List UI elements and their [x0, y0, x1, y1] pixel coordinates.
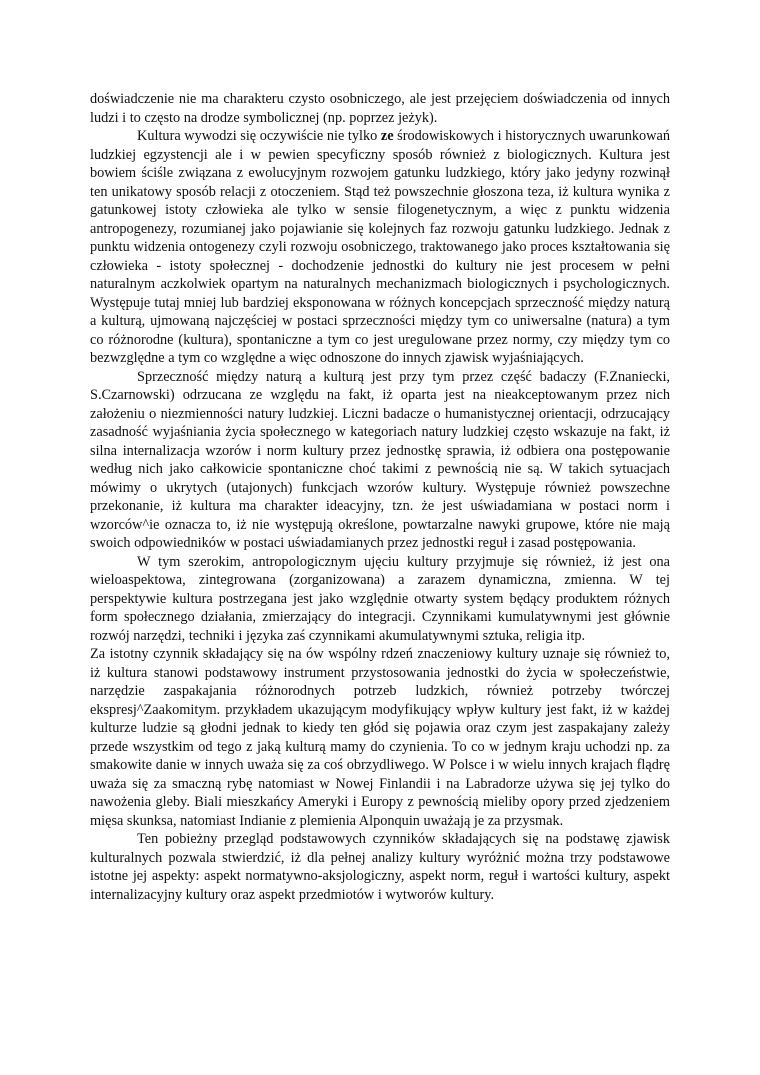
document-page [90, 90, 670, 904]
paragraph-text: Kultura wywodzi się oczywiście nie tylko [137, 128, 381, 144]
paragraph: Sprzeczność między naturą a kulturą jest przy tym przez część badaczy (F.Znaniecki, S.Czarnowski) odrzucana ze względu na fakt, iż oparta jest na nieakceptowanym przez nich założeniu o niezmienności natury ludzkiej. Liczni badacze o humanistycznej orientacji, odrzucający zasadność wyjaśniania życia społecznego w kategoriach natury ludzkiej często wskazuje na fakt, iż silna internalizacja wzorów i norm kultury przez jednostkę sprawia, iż odbiera ona postępowanie według nich jako całkowicie spontaniczne choć takimi z pewnością nie są. W takich sytuacjach mówimy o ukrytych (utajonych) funkcjach wzorów kultury. Występuje również powszechne przekonanie, iż kultura ma charakter ideacyjny, tzn. że jest uświadamiana w postaci norm i wzorców^ie oznacza to, iż nie występują określone, powtarzalne nawyki grupowe, które nie mają swoich odpowiedników w postaci uświadamianych przez jednostki reguł i zasad postępowania. [90, 368, 670, 551]
paragraph: W tym szerokim, antropologicznym ujęciu kultury przyjmuje się również, iż jest ona wieloaspektowa, zintegrowana (zorganizowana) a zarazem dynamiczna, zmienna. W tej perspektywie kultura postrzegana jest jako względnie otwarty system będący produktem różnych form społecznego działania, zmierzający do integracji. Czynnikami kumulatywnymi jest głównie rozwój narzędzi, techniki i języka zaś czynnikami akumulatywnymi sztuka, religia itp. [90, 553, 670, 644]
paragraph: doświadczenie nie ma charakteru czysto osobniczego, ale jest przejęciem doświadczenia od innych ludzi i to często na drodze symbolicznej (np. poprzez jeżyk). [90, 91, 670, 126]
bold-word: ze [380, 128, 394, 144]
paragraph [90, 127, 670, 368]
paragraph: Ten pobieżny przegląd podstawowych czynników składających się na podstawę zjawisk kulturalnych pozwala stwierdzić, iż dla pełnej analizy kultury wyróżnić można trzy podstawowe istotne jej aspekty: aspekt normatywno-aksjologiczny, aspekt norm, reguł i wartości kultury, aspekt internalizacyjny kultury oraz aspekt przedmiotów i wytworów kultury. [90, 831, 670, 903]
paragraph: Za istotny czynnik składający się na ów wspólny rdzeń znaczeniowy kultury uznaje się również to, iż kultura stanowi podstawowy instrument przystosowania jednostki do życia w społeczeństwie, narzędzie zaspakajania różnorodnych potrzeb ludzkich, również potrzeby twórczej ekspresj^Zaakomitym. przykładem ukazującym modyfikujący wpływ kultury jest fakt, iż w każdej kulturze ludzie są głodni jednak to kiedy ten głód się pojawia oraz czym jest zaspakajany zależy przede wszystkim od tego z jaką kulturą mamy do czynienia. To co w jednym kraju uchodzi np. za smakowite danie w innych uważa się za coś obrzydliwego. W Polsce i w wielu innych krajach flądrę uważa się za smaczną rybę natomiast w Nowej Finlandii i na Labradorze używa się jej tylko do nawożenia gleby. Biali mieszkańcy Ameryki i Europy z pewnością mieliby opory przed zjedzeniem mięsa skunksa, natomiast Indianie z plemienia Alponquin uważają je za przysmak. [90, 646, 670, 829]
paragraph-text: środowiskowych i historycznych uwarunkowań ludzkiej egzystencji ale i w pewien specyficzny sposób również z biologicznych. Kultura jest bowiem ściśle związana z ewolucyjnym rozwojem gatunku ludzkiego, który jako jedyny rozwinął ten unikatowy sposób relacji z otoczeniem. Stąd też powszechnie głoszona teza, iż kultura wynika z gatunkowej istoty człowieka ale tylko w sensie filogenetycznym, a więc z punktu widzenia antropogenezy, rozumianej jako pojawianie się kolejnych faz rozwoju gatunku ludzkiego. Jednak z punktu widzenia ontogenezy czyli rozwoju osobniczego, traktowanego jako proces kształtowania się człowieka - istoty społecznej - dochodzenie jednostki do kultury nie jest procesem w pełni naturalnym aczkolwiek opartym na naturalnych mechanizmach biologicznych i psychologicznych. Występuje tutaj mniej lub bardziej eksponowana w różnych koncepcjach sprzeczność między naturą a kulturą, ujmowaną najczęściej w postaci sprzeczności między tym co uniwersalne (natura) a tym co różnorodne (kultura), spontaniczne a tym co jest uregulowane przez normy, czy między tym co bezwzględne a tym co względne a więc odnoszone do innych zjawisk wyjaśniających. [90, 128, 670, 366]
